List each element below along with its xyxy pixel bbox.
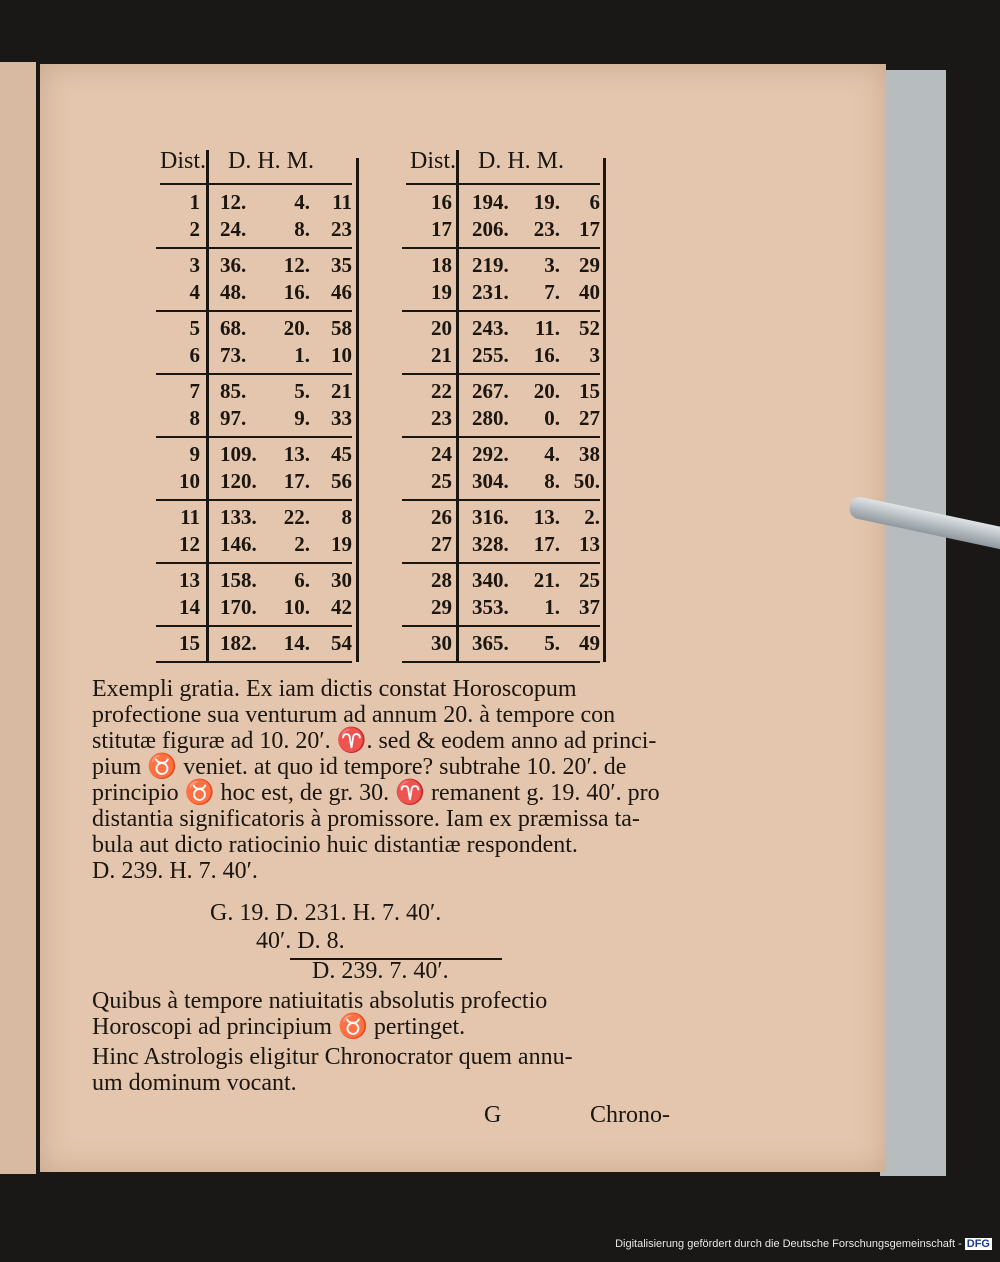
row-hours: 20. <box>283 316 310 340</box>
row-days: 24. <box>220 216 247 241</box>
row-days: 267. <box>472 379 509 403</box>
row-dist: 19 <box>431 279 452 304</box>
group-rule <box>156 247 352 249</box>
row-dist: 15 <box>179 631 200 655</box>
row-minutes: 6 <box>589 190 600 214</box>
row-days: 280. <box>472 405 509 430</box>
row-minutes: 29 <box>579 253 600 277</box>
row-hours: 19. <box>533 190 560 214</box>
row-hours: 8. <box>294 216 310 241</box>
row-minutes: 56 <box>331 468 352 493</box>
row-minutes: 49 <box>579 631 600 655</box>
group-rule <box>402 625 600 627</box>
row-dist: 11 <box>180 505 200 529</box>
text-line: distantia significatoris à promissore. Iam ex præmissa ta- <box>92 806 640 832</box>
row-days: 146. <box>220 531 257 556</box>
row-days: 194. <box>472 190 509 214</box>
row-days: 255. <box>472 342 509 367</box>
row-days: 316. <box>472 505 509 529</box>
row-hours: 11. <box>534 316 560 340</box>
row-minutes: 35 <box>331 253 352 277</box>
row-dist: 9 <box>189 442 200 466</box>
row-minutes: 46 <box>331 279 352 304</box>
row-hours: 1. <box>294 342 310 367</box>
row-minutes: 27 <box>579 405 600 430</box>
row-hours: 22. <box>283 505 310 529</box>
row-dist: 1 <box>189 190 200 214</box>
row-dist: 18 <box>431 253 452 277</box>
row-minutes: 42 <box>331 594 352 619</box>
row-minutes: 15 <box>579 379 600 403</box>
row-days: 243. <box>472 316 509 340</box>
row-dist: 21 <box>431 342 452 367</box>
group-rule <box>402 562 600 564</box>
row-hours: 5. <box>294 379 310 403</box>
paragraph-hinc <box>92 1044 573 1096</box>
row-days: 292. <box>472 442 509 466</box>
table-right-divider <box>456 150 459 662</box>
row-minutes: 52 <box>579 316 600 340</box>
footer-credit <box>615 1238 992 1250</box>
row-minutes: 33 <box>331 405 352 430</box>
row-hours: 4. <box>544 442 560 466</box>
row-days: 206. <box>472 216 509 241</box>
row-minutes: 40 <box>579 279 600 304</box>
row-hours: 13. <box>533 505 560 529</box>
facing-page <box>0 62 36 1174</box>
row-dist: 29 <box>431 594 452 619</box>
footer-text: Digitalisierung gefördert durch die Deutsche Forschungsgemeinschaft - <box>615 1238 962 1250</box>
table-right-header-dist: Dist. <box>410 148 457 174</box>
row-hours: 17. <box>533 531 560 556</box>
table-left-header-dist: Dist. <box>160 148 207 174</box>
row-minutes: 3 <box>589 342 600 367</box>
row-hours: 9. <box>294 405 310 430</box>
row-minutes: 17 <box>579 216 600 241</box>
row-dist: 10 <box>179 468 200 493</box>
table_left-header-rule <box>160 183 352 185</box>
signature-mark: G <box>484 1102 502 1128</box>
row-days: 85. <box>220 379 247 403</box>
group-rule <box>156 436 352 438</box>
table-left-header-dhm: D. H. M. <box>228 148 315 174</box>
row-dist: 26 <box>431 505 452 529</box>
row-dist: 8 <box>189 405 200 430</box>
row-dist: 22 <box>431 379 452 403</box>
row-days: 353. <box>472 594 509 619</box>
text-line: D. 239. H. 7. 40′. <box>92 858 258 884</box>
row-hours: 23. <box>533 216 560 241</box>
row-minutes: 50. <box>573 468 600 493</box>
row-dist: 4 <box>189 279 200 304</box>
row-hours: 14. <box>283 631 310 655</box>
dfg-logo: DFG <box>966 1238 990 1250</box>
row-hours: 13. <box>283 442 310 466</box>
row-minutes: 19 <box>331 531 352 556</box>
group-rule <box>402 373 600 375</box>
row-dist: 20 <box>431 316 452 340</box>
row-dist: 14 <box>179 594 200 619</box>
table-left-divider <box>206 150 209 662</box>
row-days: 97. <box>220 405 247 430</box>
row-dist: 12 <box>179 531 200 556</box>
row-hours: 0. <box>544 405 560 430</box>
row-minutes: 58 <box>331 316 352 340</box>
row-hours: 16. <box>533 342 560 367</box>
paragraph-quibus <box>92 988 547 1040</box>
row-hours: 20. <box>533 379 560 403</box>
row-days: 328. <box>472 531 509 556</box>
row-days: 231. <box>472 279 509 304</box>
row-dist: 28 <box>431 568 452 592</box>
group-rule <box>402 247 600 249</box>
row-minutes: 11 <box>332 190 352 214</box>
row-minutes: 8 <box>341 505 352 529</box>
group-rule <box>156 562 352 564</box>
row-minutes: 10 <box>331 342 352 367</box>
row-hours: 5. <box>544 631 560 655</box>
row-minutes: 30 <box>331 568 352 592</box>
row-days: 365. <box>472 631 509 655</box>
row-dist: 16 <box>431 190 452 214</box>
group-rule <box>402 310 600 312</box>
text-line: um dominum vocant. <box>92 1070 297 1096</box>
row-minutes: 54 <box>331 631 352 655</box>
group-rule <box>402 499 600 501</box>
row-dist: 30 <box>431 631 452 655</box>
text-line: bula aut dicto ratiocinio huic distantiæ respondent. <box>92 832 578 858</box>
group-rule <box>402 436 600 438</box>
row-hours: 1. <box>544 594 560 619</box>
text-line: Hinc Astrologis eligitur Chronocrator quem annu- <box>92 1044 573 1070</box>
row-days: 73. <box>220 342 247 367</box>
row-hours: 10. <box>283 594 310 619</box>
row-hours: 7. <box>544 279 560 304</box>
row-hours: 2. <box>294 531 310 556</box>
row-minutes: 25 <box>579 568 600 592</box>
text-line: principio ♉ hoc est, de gr. 30. ♈ remanent g. 19. 40′. pro <box>92 780 660 806</box>
row-dist: 2 <box>189 216 200 241</box>
table-right-border <box>603 158 606 662</box>
row-days: 158. <box>220 568 257 592</box>
group-rule <box>156 499 352 501</box>
paragraph-example <box>92 676 660 884</box>
row-minutes: 38 <box>579 442 600 466</box>
row-hours: 3. <box>544 253 560 277</box>
catchword: Chrono- <box>590 1102 670 1128</box>
text-line: Horoscopi ad principium ♉ pertinget. <box>92 1014 466 1040</box>
row-dist: 5 <box>189 316 200 340</box>
row-minutes: 2. <box>584 505 600 529</box>
row-hours: 8. <box>544 468 560 493</box>
table-left-border <box>356 158 359 662</box>
group-rule <box>402 661 600 663</box>
row-hours: 4. <box>294 190 310 214</box>
calc-line-3: D. 239. 7. 40′. <box>312 958 449 984</box>
row-days: 340. <box>472 568 509 592</box>
text-line: Quibus à tempore natiuitatis absolutis profectio <box>92 988 548 1014</box>
text-line: profectione sua venturum ad annum 20. à tempore con <box>92 702 616 728</box>
text-line: pium ♉ veniet. at quo id tempore? subtrahe 10. 20′. de <box>92 754 627 780</box>
row-dist: 3 <box>189 253 200 277</box>
row-days: 12. <box>220 190 247 214</box>
row-days: 120. <box>220 468 257 493</box>
row-dist: 6 <box>189 342 200 367</box>
page-edge <box>880 70 946 1176</box>
calc-line-2: 40′. D. 8. <box>256 928 345 954</box>
group-rule <box>156 373 352 375</box>
row-dist: 24 <box>431 442 452 466</box>
table_right-header-rule <box>406 183 600 185</box>
row-days: 109. <box>220 442 257 466</box>
row-hours: 16. <box>283 279 310 304</box>
row-dist: 23 <box>431 405 452 430</box>
row-minutes: 21 <box>331 379 352 403</box>
row-days: 182. <box>220 631 257 655</box>
row-hours: 12. <box>283 253 310 277</box>
calc-line-1: G. 19. D. 231. H. 7. 40′. <box>210 900 442 926</box>
row-dist: 27 <box>431 531 452 556</box>
row-hours: 21. <box>533 568 560 592</box>
row-minutes: 37 <box>579 594 600 619</box>
row-days: 48. <box>220 279 247 304</box>
group-rule <box>156 625 352 627</box>
row-days: 219. <box>472 253 509 277</box>
row-minutes: 45 <box>331 442 352 466</box>
row-dist: 25 <box>431 468 452 493</box>
row-hours: 6. <box>294 568 310 592</box>
table-right-header-dhm: D. H. M. <box>478 148 565 174</box>
row-dist: 13 <box>179 568 200 592</box>
row-dist: 17 <box>431 216 452 241</box>
row-days: 68. <box>220 316 247 340</box>
row-days: 170. <box>220 594 257 619</box>
row-dist: 7 <box>189 379 200 403</box>
group-rule <box>156 310 352 312</box>
row-days: 36. <box>220 253 247 277</box>
group-rule <box>156 661 352 663</box>
row-minutes: 13 <box>579 531 600 556</box>
row-hours: 17. <box>283 468 310 493</box>
row-days: 133. <box>220 505 257 529</box>
row-days: 304. <box>472 468 509 493</box>
text-line: stitutæ figuræ ad 10. 20′. ♈. sed & eodem anno ad princi- <box>92 728 657 754</box>
row-minutes: 23 <box>331 216 352 241</box>
text-line: Exempli gratia. Ex iam dictis constat Horoscopum <box>92 676 577 702</box>
